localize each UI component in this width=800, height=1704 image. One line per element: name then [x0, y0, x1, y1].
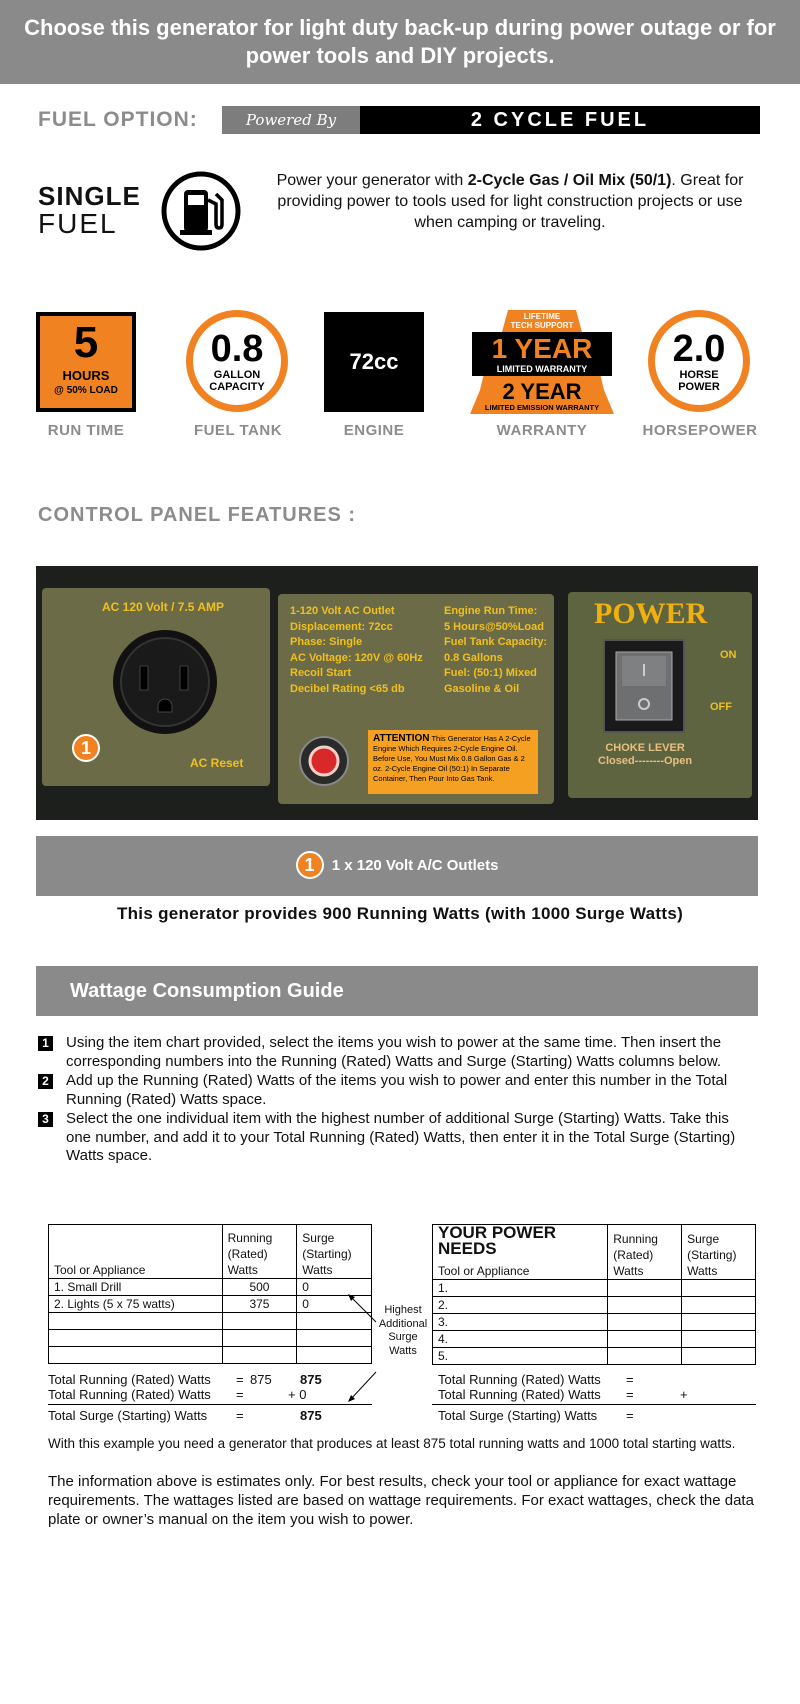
ac-reset-label: AC Reset [190, 756, 244, 770]
example-total-running2-eq: = [236, 1387, 244, 1402]
example-total-surge-eq: = [236, 1408, 244, 1423]
spec-right-3: 0.8 Gallons [444, 651, 503, 664]
disclaimer: The information above is estimates only. For best results, check your tool or appliance for exact wattage requirements. The wattages listed are based on wattage requirements. For exact wattages, check the data plate or owner’s manual on the item you wish to power. [48, 1473, 754, 1528]
fuel-option-row [38, 104, 760, 136]
step-number: 1 [38, 1036, 53, 1051]
control-panel-title: CONTROL PANEL FEATURES : [38, 504, 357, 526]
your-total-surge-label: Total Surge (Starting) Watts [438, 1408, 598, 1423]
cell-tool: 5. [433, 1348, 608, 1365]
spec-left-4: Recoil Start [290, 667, 352, 679]
guide-steps [36, 1034, 758, 1167]
example-note: With this example you need a generator that produces at least 875 total running watts and 1000 total starting watts. [48, 1436, 736, 1451]
cell-tool: 3. [433, 1314, 608, 1331]
cell-surge[interactable] [682, 1348, 756, 1365]
spec-right-1: 5 Hours@50%Load [444, 620, 544, 633]
table-row [49, 1313, 372, 1330]
fuel-tank-caption: FUEL TANK [193, 422, 283, 439]
spec-plate-right [444, 604, 547, 697]
power-switch-icon[interactable] [602, 638, 686, 734]
outlet-badge [72, 734, 100, 762]
cell-tool: 2. [433, 1297, 608, 1314]
example-total-running-b: 875 [300, 1372, 322, 1387]
cell-surge[interactable] [682, 1297, 756, 1314]
warranty-badge [468, 310, 616, 414]
your-total-divider [432, 1404, 756, 1405]
cell-tool: 1. Small Drill [49, 1279, 223, 1296]
attention-title: ATTENTION [373, 733, 430, 744]
run-time-caption: RUN TIME [47, 422, 125, 439]
horsepower-caption: HORSEPOWER [642, 422, 758, 439]
engine-badge: 72cc [324, 312, 424, 412]
spec-plate-left [290, 604, 423, 697]
spec-left-5: Decibel Rating <65 db [290, 682, 405, 695]
table-row [49, 1279, 372, 1296]
run-time-note: @ 50% LOAD [54, 385, 118, 396]
table-row [433, 1280, 756, 1297]
warranty-top2: TECH SUPPORT [510, 321, 574, 330]
ac-outlet-icon [110, 622, 220, 742]
your-total-running2-label: Total Running (Rated) Watts [438, 1387, 601, 1402]
fuel-description [270, 170, 750, 233]
switch-off-label: OFF [710, 701, 732, 713]
spec-left-1: Displacement: 72cc [290, 620, 393, 633]
cell-surge[interactable] [682, 1331, 756, 1348]
example-total-running2-label: Total Running (Rated) Watts [48, 1387, 211, 1402]
spec-left-0: 1-120 Volt AC Outlet [290, 605, 395, 617]
single-fuel-line1: SINGLE [38, 181, 141, 211]
cell-running: 375 [222, 1296, 297, 1313]
fuel-option-label: FUEL OPTION: [38, 108, 198, 131]
cell-running[interactable] [608, 1331, 682, 1348]
cell-running[interactable] [608, 1348, 682, 1365]
guide-step [36, 1072, 758, 1109]
table-row [433, 1297, 756, 1314]
warranty-limited: LIMITED WARRANTY [496, 364, 588, 374]
cell-tool: 2. Lights (5 x 75 watts) [49, 1296, 223, 1313]
horsepower-unit2: POWER [678, 381, 720, 393]
horsepower-unit1: HORSE [679, 369, 719, 381]
example-total-running-eq: = [236, 1372, 244, 1387]
warranty-emission: LIMITED EMISSION WARRANTY [484, 403, 600, 412]
your-total-surge-eq: = [626, 1408, 634, 1423]
cell-surge: 0 [297, 1279, 372, 1296]
col-running: Running (Rated) Watts [222, 1225, 297, 1279]
step-number: 3 [38, 1112, 53, 1127]
your-total-running-label: Total Running (Rated) Watts [438, 1372, 601, 1387]
example-total-surge-label: Total Surge (Starting) Watts [48, 1408, 208, 1423]
your-total-running2-eq: = [626, 1387, 634, 1402]
cell-running [222, 1330, 297, 1347]
step-text: Using the item chart provided, select the items you wish to power at the same time. Then insert the corresponding numbers into the Running (Rated) Watts and Surge (Starting) Watts columns below. [66, 1034, 722, 1070]
your-needs-header [433, 1225, 608, 1280]
example-wattage-table [48, 1224, 372, 1364]
your-needs-col-tool: Tool or Appliance [438, 1264, 530, 1278]
spec-plate [278, 594, 554, 804]
outlets-badge: 1 [296, 851, 324, 879]
your-power-needs-table [432, 1224, 756, 1365]
banner-text: Choose this generator for light duty back-up during power outage or for power tools and DIY projects. [24, 15, 776, 68]
col-surge: Surge (Starting) Watts [297, 1225, 372, 1279]
cell-tool [49, 1347, 223, 1364]
table-row [433, 1348, 756, 1365]
outlets-text: 1 x 120 Volt A/C Outlets [331, 857, 499, 874]
horsepower-value: 2.0 [672, 328, 726, 370]
example-total-running-label: Total Running (Rated) Watts [48, 1372, 211, 1387]
ac-outlet-panel [42, 588, 270, 786]
top-banner [0, 0, 800, 84]
guide-step [36, 1034, 758, 1071]
spec-right-5: Gasoline & Oil [444, 682, 520, 695]
cell-tool [49, 1313, 223, 1330]
step-text: Select the one individual item with the highest number of additional Surge (Starting) Watts. Take this one number, and add it to your Total Running (Rated) Watts, then enter it in the Total Surge (Starting) Watts space. [66, 1110, 736, 1164]
fuel-desc-mix: 2-Cycle Gas / Oil Mix (50/1) [467, 172, 672, 189]
cell-surge[interactable] [682, 1314, 756, 1331]
watts-summary: This generator provides 900 Running Watts (with 1000 Surge Watts) [116, 904, 684, 923]
fuel-desc-post: . Great for providing power to tools used for light construction projects or use when camping or traveling. [277, 172, 744, 231]
cell-surge: 0 [297, 1296, 372, 1313]
cell-running: 500 [222, 1279, 297, 1296]
powered-by-tag: Powered By [222, 106, 360, 134]
choke-lever-label [598, 742, 692, 768]
outlets-bar [36, 836, 758, 896]
switch-on-label: ON [720, 649, 737, 661]
spec-left-3: AC Voltage: 120V @ 60Hz [290, 651, 423, 664]
warranty-year2: 2 YEAR [502, 379, 582, 404]
engine-caption: ENGINE [343, 422, 405, 439]
step-text: Add up the Running (Rated) Watts of the items you wish to power and enter this number in the Total Running (Rated) Watts space. [66, 1072, 728, 1108]
cell-running[interactable] [608, 1297, 682, 1314]
warranty-top1: LIFETIME [523, 312, 561, 321]
fuel-tank-value: 0.8 [210, 328, 264, 370]
example-total-divider [48, 1404, 372, 1405]
spec-right-2: Fuel Tank Capacity: [444, 636, 548, 648]
control-panel-photo [36, 566, 758, 820]
step-number: 2 [38, 1074, 53, 1089]
single-fuel-line2: FUEL [38, 208, 118, 239]
fuel-tank-unit2: CAPACITY [209, 381, 265, 393]
fuel-tank-unit1: GALLON [213, 369, 261, 381]
cell-running[interactable] [608, 1280, 682, 1297]
fuel-tank-badge [186, 310, 288, 412]
your-total-running-eq: = [626, 1372, 634, 1387]
wattage-guide-title: Wattage Consumption Guide [36, 966, 758, 1016]
power-title: POWER [594, 597, 708, 630]
single-fuel-label [38, 182, 141, 238]
cell-running [222, 1347, 297, 1364]
attention-label [368, 730, 538, 794]
spec-left-2: Phase: Single [290, 636, 363, 648]
horsepower-badge [648, 310, 750, 412]
table-row [49, 1330, 372, 1347]
spec-right-0: Engine Run Time: [444, 605, 538, 617]
cell-tool [49, 1330, 223, 1347]
warranty-year1: 1 YEAR [491, 333, 593, 364]
power-panel [568, 592, 752, 798]
cell-surge[interactable] [682, 1280, 756, 1297]
your-needs-col-surge: Surge (Starting) Watts [682, 1225, 756, 1280]
col-tool: Tool or Appliance [49, 1225, 223, 1279]
your-needs-title: YOUR POWER NEEDS [438, 1223, 557, 1258]
run-time-value: 5 [73, 318, 99, 367]
highest-surge-note: Highest Additional Surge Watts [378, 1304, 428, 1357]
table-row [433, 1331, 756, 1348]
highest-surge-arrows [340, 1290, 380, 1408]
cell-tool: 1. [433, 1280, 608, 1297]
table-row [49, 1347, 372, 1364]
reset-button-icon[interactable] [298, 732, 350, 790]
attention-text: This Generator Has A 2-Cycle Engine Which Requires 2-Cycle Engine Oil. Before Use, You Must Mix 0.8 Gallon Gas & 2 oz. 2-Cycle Engine Oil (50:1) In Separate Container, Then Pour Into Gas Tank. [373, 734, 531, 783]
your-needs-col-running: Running (Rated) Watts [608, 1225, 682, 1280]
table-row [433, 1314, 756, 1331]
example-total-running2-b: + 0 [288, 1387, 307, 1402]
ac-outlet-title: AC 120 Volt / 7.5 AMP [102, 600, 225, 614]
table-row [49, 1296, 372, 1313]
guide-step [36, 1110, 758, 1166]
warranty-caption: WARRANTY [496, 422, 588, 439]
fuel-type: 2 CYCLE FUEL [360, 106, 760, 134]
choke-range: Closed--------Open [598, 755, 693, 767]
spec-right-4: Fuel: (50:1) Mixed [444, 667, 537, 679]
outlet-badge-number: 1 [72, 734, 100, 762]
example-total-running-a: 875 [250, 1372, 272, 1387]
cell-running[interactable] [608, 1314, 682, 1331]
your-total-running2-plus: + [680, 1387, 688, 1402]
cell-running [222, 1313, 297, 1330]
cell-tool: 4. [433, 1331, 608, 1348]
fuel-pump-icon [160, 170, 242, 252]
choke-title: CHOKE LEVER [605, 742, 685, 754]
example-total-surge-b: 875 [300, 1408, 322, 1423]
run-time-badge [36, 312, 136, 412]
run-time-unit: HOURS [62, 368, 110, 383]
fuel-desc-pre: Power your generator with [276, 172, 468, 189]
